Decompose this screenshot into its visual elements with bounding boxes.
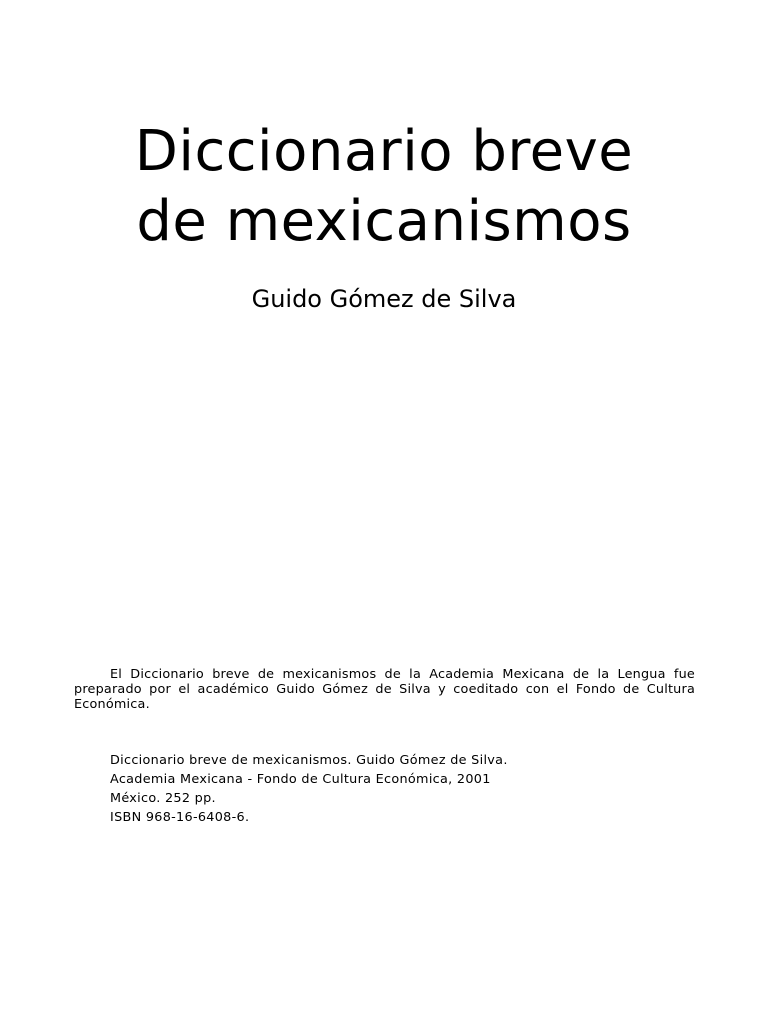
description-paragraph: El Diccionario breve de mexicanismos de la Academia Mexicana de la Lengua fue preparado por el académico Guido Gómez de Silva y coeditado con el Fondo de Cultura Económica. [74,667,695,712]
reference-line: ISBN 968-16-6408-6. [110,810,250,825]
bibliographic-reference [110,751,710,827]
reference-line: Academia Mexicana - Fondo de Cultura Económica, 2001 [110,772,491,787]
title-line-1: Diccionario breve [134,119,634,184]
title-line-2: de mexicanismos [136,189,632,254]
author-name: Guido Gómez de Silva [251,285,517,313]
reference-line: Diccionario breve de mexicanismos. Guido Gómez de Silva. [110,753,508,768]
reference-line: México. 252 pp. [110,791,216,806]
